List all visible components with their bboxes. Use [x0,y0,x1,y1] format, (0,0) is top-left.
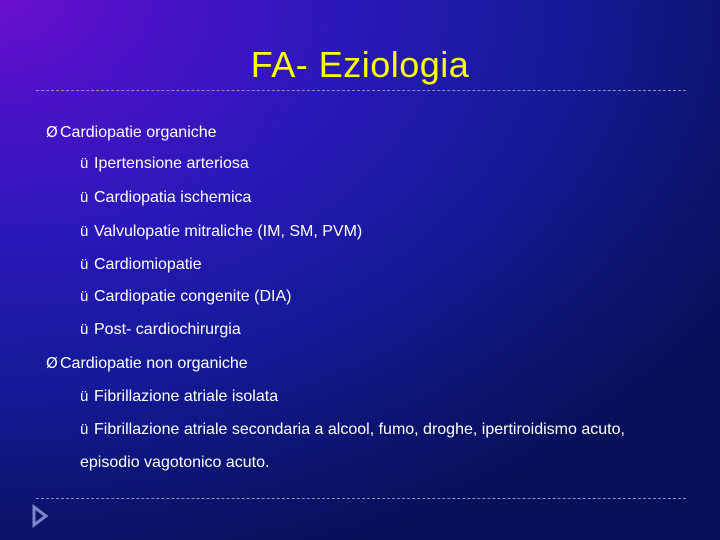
arrow-bullet-icon: Ø [46,123,58,141]
list-item: ü Cardiomiopatie [80,256,202,273]
top-divider [36,90,686,91]
list-item: ü Fibrillazione atriale secondaria a alcool, fumo, droghe, ipertiroidismo acuto, [80,421,625,438]
checkmark-icon: ü [80,288,89,305]
section-label: Cardiopatie non organiche [60,355,248,372]
slide-title: FA- Eziologia [250,44,470,85]
section-cardiopatie-non-organiche [46,353,248,374]
checkmark-icon: ü [80,321,89,338]
play-arrow-icon[interactable] [31,504,49,528]
list-item: ü Fibrillazione atriale isolata [80,388,279,405]
list-item: ü Cardiopatie congenite (DIA) [80,288,292,305]
list-item: ü Valvulopatie mitraliche (IM, SM, PVM) [80,223,363,240]
list-item: ü Ipertensione arteriosa [80,155,249,172]
list-item: ü Post- cardiochirurgia [80,321,241,338]
checkmark-icon: ü [80,189,89,206]
list-item: ü Cardiopatia ischemica [80,189,252,206]
section-cardiopatie-organiche [46,122,217,143]
bottom-divider [36,498,686,499]
checkmark-icon: ü [80,388,89,405]
checkmark-icon: ü [80,155,89,172]
checkmark-icon: ü [80,223,89,240]
section-label: Cardiopatie organiche [60,124,217,141]
checkmark-icon: ü [80,256,89,273]
list-item-continuation: episodio vagotonico acuto. [80,454,270,471]
checkmark-icon: ü [80,421,89,438]
arrow-bullet-icon: Ø [46,354,58,372]
